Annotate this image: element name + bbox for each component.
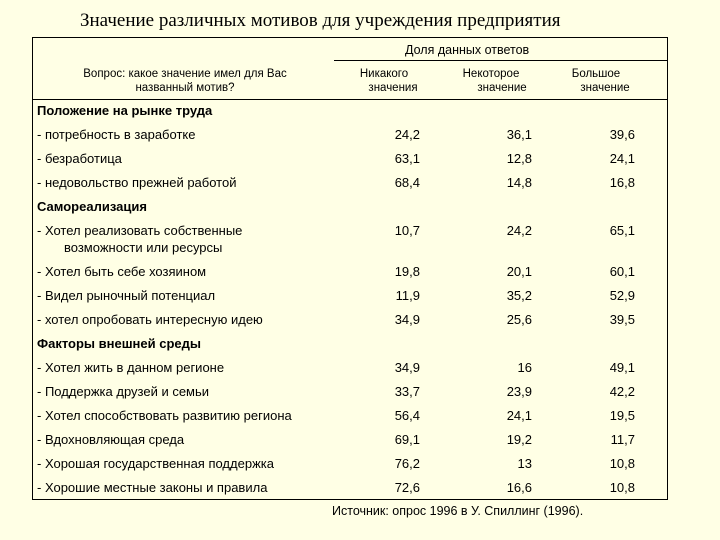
source-note: Источник: опрос 1996 в У. Спиллинг (1996). <box>332 504 584 518</box>
row-value-none: 11,9 <box>395 288 420 303</box>
row-value-none: 72,6 <box>394 480 420 495</box>
row-value-none: 76,2 <box>394 456 420 471</box>
row-value-large: 60,1 <box>609 264 635 279</box>
header-divider-bottom <box>32 99 668 100</box>
header-divider-top <box>334 60 668 61</box>
row-value-large: 49,1 <box>609 360 635 375</box>
row-value-some: 16 <box>517 360 532 375</box>
row-value-none: 34,9 <box>394 312 420 327</box>
row-value-large: 39,6 <box>609 127 635 142</box>
row-value-large: 10,8 <box>609 480 635 495</box>
col2-header <box>446 67 536 95</box>
row-value-none: 10,7 <box>394 223 420 238</box>
row-value-some: 36,1 <box>506 127 532 142</box>
row-label: - Хотел реализовать собственные <box>37 223 243 238</box>
row-value-none: 34,9 <box>394 360 420 375</box>
row-value-none: 24,2 <box>394 127 420 142</box>
row-value-some: 12,8 <box>506 151 532 166</box>
row-value-none: 19,8 <box>394 264 420 279</box>
row-value-some: 25,6 <box>506 312 532 327</box>
row-value-some: 24,1 <box>506 408 532 423</box>
row-label-continued: возможности или ресурсы <box>64 240 223 255</box>
question-header <box>40 67 330 95</box>
row-label: - недовольство прежней работой <box>37 175 237 190</box>
row-label: - Вдохновляющая среда <box>37 432 185 447</box>
row-label: - Видел рыночный потенциал <box>37 288 216 303</box>
row-label: - безработица <box>37 151 122 166</box>
row-value-none: 33,7 <box>394 384 420 399</box>
row-value-large: 52,9 <box>609 288 635 303</box>
row-label: - Поддержка друзей и семьи <box>37 384 210 399</box>
row-value-some: 16,6 <box>506 480 532 495</box>
row-value-large: 10,8 <box>609 456 635 471</box>
row-value-some: 19,2 <box>506 432 532 447</box>
question-line-1: Вопрос: какое значение имел для Вас <box>83 68 287 80</box>
row-value-none: 56,4 <box>394 408 420 423</box>
col1-header-line-1: Никакого <box>359 68 409 80</box>
group-header: Доля данных ответов <box>405 43 530 57</box>
col3-header-line-2: значение <box>580 82 630 94</box>
row-label: - Хотел способствовать развитию региона <box>37 408 292 423</box>
row-label: - Хотел быть себе хозяином <box>37 264 207 279</box>
row-label: - потребность в заработке <box>37 127 196 142</box>
row-value-none: 63,1 <box>394 151 420 166</box>
row-value-large: 42,2 <box>609 384 635 399</box>
row-value-large: 19,5 <box>609 408 635 423</box>
row-value-large: 11,7 <box>610 432 635 447</box>
row-value-some: 35,2 <box>506 288 532 303</box>
row-label: - Хорошие местные законы и правила <box>37 480 268 495</box>
col2-header-line-1: Некоторое <box>462 68 520 80</box>
row-label: - Хотел жить в данном регионе <box>37 360 225 375</box>
section-label: Факторы внешней среды <box>37 336 201 351</box>
col3-header <box>556 67 636 95</box>
row-value-some: 24,2 <box>506 223 532 238</box>
row-value-large: 39,5 <box>609 312 635 327</box>
row-value-none: 69,1 <box>394 432 420 447</box>
row-value-large: 24,1 <box>609 151 635 166</box>
row-value-large: 65,1 <box>609 223 635 238</box>
col1-header <box>344 67 424 95</box>
col3-header-line-1: Большое <box>571 68 621 80</box>
row-value-some: 23,9 <box>506 384 532 399</box>
row-label: - Хорошая государственная поддержка <box>37 456 274 471</box>
row-value-none: 68,4 <box>394 175 420 190</box>
section-label: Положение на рынке труда <box>37 103 213 118</box>
row-value-some: 20,1 <box>506 264 532 279</box>
row-value-some: 14,8 <box>506 175 532 190</box>
row-value-some: 13 <box>517 456 532 471</box>
col1-header-line-2: значения <box>368 82 418 94</box>
row-value-large: 16,8 <box>609 175 635 190</box>
page-title: Значение различных мотивов для учреждения предприятия <box>80 10 561 31</box>
col2-header-line-2: значение <box>477 82 527 94</box>
section-label: Самореализация <box>37 199 147 214</box>
row-label: - хотел опробовать интересную идею <box>37 312 263 327</box>
question-line-2: названный мотив? <box>135 82 235 94</box>
